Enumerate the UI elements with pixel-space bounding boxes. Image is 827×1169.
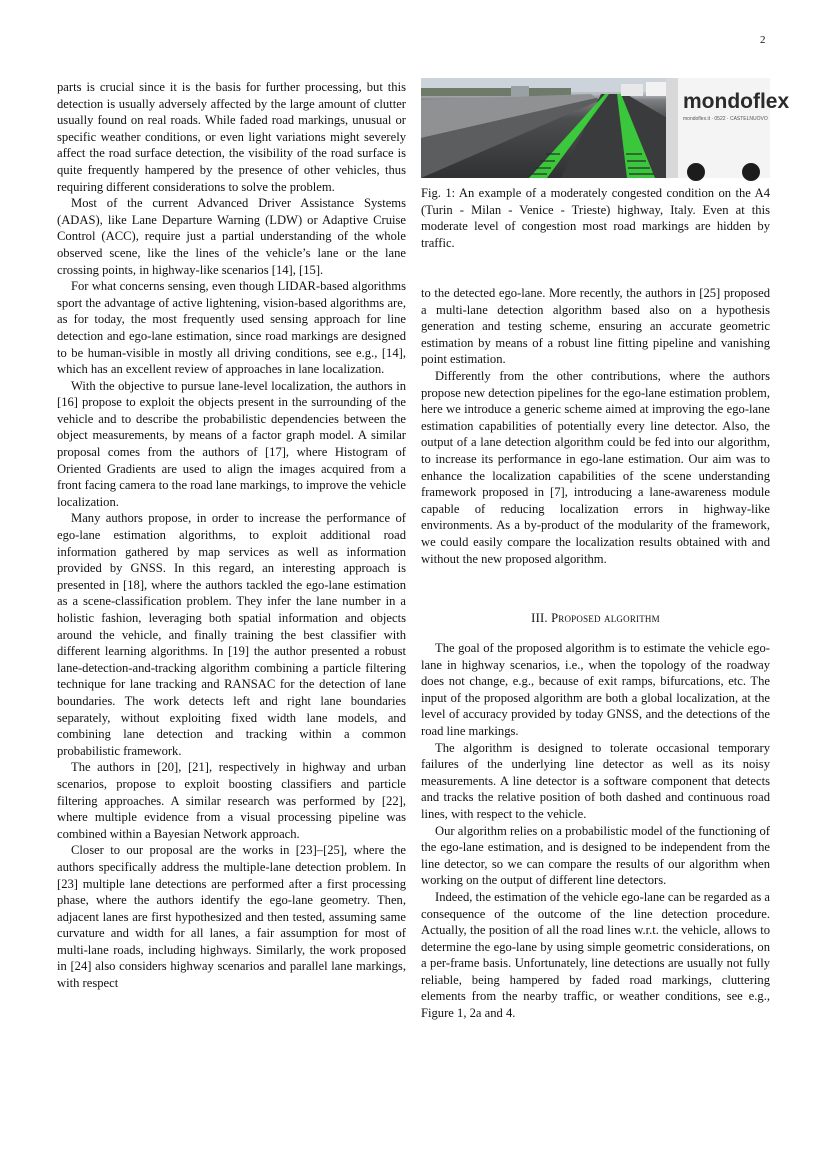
section-title: Proposed algorithm [551,611,660,625]
paragraph: Closer to our proposal are the works in [23]–[25], where the authors specifically address the multiple-lane detection problem. In [23] multiple lane detections are performed after a first processing phase, where the authors identify the ego-lane geometry. Then, adjacent lanes are first hypothesized and then tested, assuming same curvature and width for all lanes, a fair assumption for most of multi-lane roads, including highways. Similarly, the work proposed in [24] also considers highway scenarios and parallel lane markings, with respect [57,843,406,991]
truck-logo: mondoflex [683,90,790,113]
paragraph: Many authors propose, in order to increase the performance of ego-lane estimation algorithms, to exploit additional road information gathered by map services as well as information provided by GNSS. In this regard, an interesting approach is presented in [18], where the authors tackled the ego-lane estimation as a scene-classification problem. They infer the lane number in a holistic fashion, leveraging both spatial information and objects around the vehicle, and finally training the best classifier with different learning algorithms. In [19] the author presented a robust lane-detection-and-tracking algorithm combining a particle filtering technique for lane tracking and RANSAC for the detection of lane boundaries. The work detects left and right lane boundaries separately, without exploiting fixed width lane models, and combining lane detection and tracking within a common probabilistic framework. [57,511,406,758]
left-column [57,79,406,992]
paragraph: The authors in [20], [21], respectively in highway and urban scenarios, propose to exploit boosting classifiers and particle filtering approaches. A similar research was performed by [22], where multiple evidence from a visual processing pipeline was combined within a Bayesian Network approach. [57,760,406,841]
right-column-top [421,285,770,567]
section-number: III. [531,611,548,625]
truck-small-text: mondoflex.it · 0522 · CASTELNUOVO [683,116,768,122]
figure-1-highway-image [421,78,790,178]
paragraph: With the objective to pursue lane-level localization, the authors in [16] propose to exploit the objects present in the surrounding of the vehicle and to describe the probabilistic dependencies between the object measurements, by means of a factor graph model. A similar proposal comes from the authors of [17], where Histogram of Oriented Gradients are used to align the images acquired from a front facing camera to the road lane markings, to improve the vehicle localization. [57,378,406,509]
highway-scene [421,78,790,178]
right-column-bottom [421,640,770,1022]
paragraph: Most of the current Advanced Driver Assistance Systems (ADAS), like Lane Departure Warning (LDW) or Adaptive Cruise Control (ACC), require just a partial understanding of the whole observed scene, like the lines of the vehicle’s lane or the lane crossing points, in highway-like scenarios [14], [15]. [57,196,406,277]
paragraph: Indeed, the estimation of the vehicle ego-lane can be regarded as a consequence of the outcome of the line detection procedure. Actually, the position of all the road lines w.r.t. the vehicle, allows to determine the ego-lane by using simple geometric considerations, on a per-frame basis. Unfortunately, line detections are usually not fully reliable, being hampered by faded road markings, cluttering elements from the nearby traffic, or weather conditions, see e.g., Figure 1, 2a and 4. [421,889,770,1021]
page-number: 2 [760,34,766,46]
section-heading [421,611,770,626]
paragraph: Differently from the other contributions, where the authors propose new detection pipelines for the ego-lane estimation problem, here we introduce a generic scheme aimed at improving the ego-lane estimation capabilities of potentially every line detector. Also, the output of a lane detection algorithm could be fed into our algorithm, to increase its performance in ego-lane estimation. Our aim was to enhance the localization capabilities of the scene understanding framework proposed in [7], introducing a lane-awareness module capable of reducing localization errors in highway-like environments. As a by-product of the modularity of the framework, we could easily compare the localization results obtained with and without the new proposed algorithm. [421,368,770,566]
paragraph: parts is crucial since it is the basis for further processing, but this detection is usually adversely affected by the large amount of clutter usually found on real roads. While faded road markings, unusual or specific weather conditions, or even light variations might severely affect the road surface detection, the visibility of the road surface is quite frequently hampered by the presence of other vehicles, thus requiring different considerations to solve the problem. [57,80,406,194]
figure-caption: Fig. 1: An example of a moderately congested condition on the A4 (Turin - Milan - Venice - Trieste) highway, Italy. Even at this moderate level of congestion most road markings are hidden by traffic. [421,186,770,250]
paragraph: The algorithm is designed to tolerate occasional temporary failures of the underlying line detector as well as its noisy measurements. A line detector is a software component that detects and tracks the relative position of both dashed and continuous road lines, with respect to the vehicle. [421,740,770,821]
paragraph: Our algorithm relies on a probabilistic model of the functioning of the ego-lane estimation, and is designed to be independent from the line detector, so we can compare the results of our algorithm when working on the output of different line detectors. [421,823,770,888]
paragraph: The goal of the proposed algorithm is to estimate the vehicle ego-lane in highway scenarios, i.e., when the topology of the roadway does not change, e.g., because of exit ramps, bifurcations, etc. The input of the proposed algorithm are both a global localization, at the level of accuracy provided by today GNSS, and the detections of the road line markings. [421,641,770,738]
paragraph: For what concerns sensing, even though LIDAR-based algorithms sport the advantage of active lightening, vision-based algorithms are, as for today, the most frequently used sensing approach for line detection and ego-lane estimation, since road markings are designed to be human-visible in mostly all driving conditions, see e.g., [14], which has an excellent review of approaches in lane localization. [57,279,406,377]
paragraph: to the detected ego-lane. More recently, the authors in [25] proposed a multi-lane detection algorithm based also on a hypothesis generation and testing scheme, ensuring an accurate geometric estimation by means of a robust line fitting pipeline and vanishing point estimation. [421,286,770,367]
